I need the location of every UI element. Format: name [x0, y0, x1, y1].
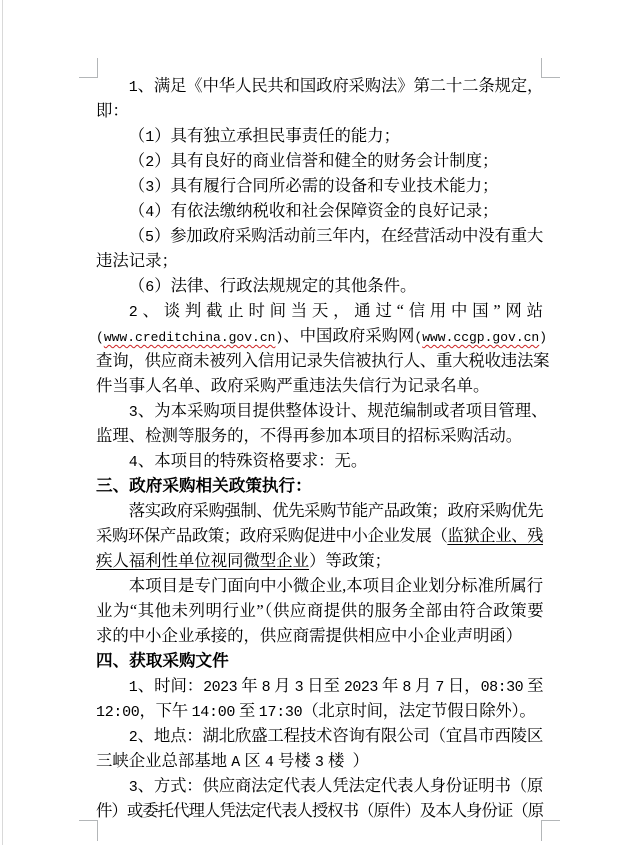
text-segment: 08:30 [480, 679, 524, 696]
text-segment: 查询，供应商未被列入信用记录失信被执行人、重大税收违法案 [96, 351, 550, 370]
text-segment: ）等政策； [309, 551, 392, 570]
text-segment: 三峡企业总部基地 [96, 751, 232, 770]
text-segment: 号楼 [273, 751, 315, 770]
text-segment: 采购环保产品政策；政府采购促进中小企业发展（ [96, 526, 448, 545]
text-segment: 3 [128, 779, 138, 796]
text-line [96, 523, 543, 548]
text-line [96, 698, 543, 723]
text-segment: （ [128, 201, 146, 220]
text-segment: ) [275, 330, 284, 345]
text-segment: （ [128, 226, 146, 245]
text-segment: 3 [128, 404, 138, 421]
text-segment: ( [414, 330, 423, 345]
text-segment: 5 [145, 229, 154, 246]
text-line [96, 148, 543, 173]
text-segment: 1 [128, 679, 138, 696]
margin-mark-bottom-left [79, 820, 98, 841]
text-line [96, 198, 543, 223]
text-segment: 3 [294, 679, 304, 696]
text-segment: 四、获取采购文件 [96, 651, 229, 670]
text-line [96, 573, 543, 598]
margin-mark-bottom-right [541, 820, 560, 841]
section-heading-4 [96, 648, 543, 673]
text-segment: 月 [270, 676, 295, 695]
text-segment: （北京时间，法定节假日除外）。 [302, 701, 536, 720]
text-segment: 2 [128, 729, 138, 746]
text-segment: 2023 [343, 679, 378, 696]
text-line [96, 98, 543, 123]
text-segment: 三、政府采购相关政策执行： [96, 476, 312, 495]
text-segment: 、本项目的特殊资格要求：无。 [137, 451, 368, 470]
text-segment: ）具有独立承担民事责任的能力； [154, 126, 401, 145]
text-segment: 日至 [303, 676, 344, 695]
text-segment: 4 [145, 204, 155, 221]
text-segment: 、为本采购项目提供整体设计、规范编制或者项目管理、 [137, 401, 548, 420]
text-segment: ）具有良好的商业信誉和健全的财务会计制度； [154, 151, 499, 170]
text-segment: ）具有履行合同所必需的设备和专业技术能力； [154, 176, 499, 195]
text-segment: 违法记录； [96, 251, 178, 270]
text-line [96, 448, 543, 473]
text-segment: 、地点：湖北欣盛工程技术咨询有限公司（宜昌市西陵区 [137, 726, 543, 745]
url-text: www.creditchina.gov.cn [103, 330, 276, 345]
text-line [96, 273, 543, 298]
text-line [96, 223, 543, 248]
text-segment: 3 [145, 179, 155, 196]
url-text: www.ccgp.gov.cn [422, 330, 540, 345]
text-line [96, 123, 543, 148]
text-segment: 2023 [203, 679, 238, 696]
text-line [96, 173, 543, 198]
text-line [96, 798, 543, 823]
text-segment: 本项目是专门面向中小微企业,本项目企业划分标准所属行 [128, 576, 543, 595]
section-heading-3 [96, 473, 543, 498]
text-line [96, 423, 543, 448]
text-segment: ）有依法缴纳税收和社会保障资金的良好记录； [154, 201, 499, 220]
document-text [96, 73, 550, 823]
text-segment: 、谈判截止时间当天，通过“信用中国”网站 [137, 301, 543, 320]
text-segment: 疾人福利性单位视同微型企业 [96, 551, 310, 570]
text-segment: ( [96, 330, 104, 345]
text-segment: 14:00 [191, 704, 236, 721]
text-line [96, 773, 543, 798]
text-line [96, 748, 543, 773]
text-segment: 3 [314, 754, 324, 771]
text-segment: 求的中小企业承接的，供应商需提供相应中小企业声明函） [96, 626, 523, 645]
text-segment: 4 [128, 454, 138, 471]
text-segment: 即： [96, 101, 129, 120]
text-segment: 至 [235, 701, 259, 720]
text-line [96, 498, 543, 523]
text-segment: ）法律、行政法规规定的其他条件。 [154, 276, 417, 295]
text-segment: 、中国政府采购网 [283, 326, 415, 345]
text-segment: 至 [523, 676, 544, 695]
text-line [96, 598, 543, 623]
text-line [96, 373, 543, 398]
text-segment: 监理、检测等服务的，不得再参加本项目的招标采购活动。 [96, 426, 523, 445]
text-segment: 件当事人名单、政府采购严重违法失信行为记录名单。 [96, 376, 490, 395]
text-line [96, 348, 550, 373]
page-edge-line [2, 0, 3, 845]
text-line [96, 723, 543, 748]
text-line [96, 398, 548, 423]
text-segment: 17:30 [258, 704, 303, 721]
text-segment: ) [539, 330, 548, 345]
text-line [96, 323, 548, 348]
text-segment: 月 [410, 676, 436, 695]
text-segment: 日， [443, 676, 481, 695]
text-segment: （ [128, 276, 146, 295]
text-segment: 12:00 [96, 704, 140, 721]
text-segment: 区 [240, 751, 265, 770]
text-segment: 7 [435, 679, 444, 696]
text-segment: （ [128, 151, 146, 170]
text-line [96, 673, 543, 698]
text-line [96, 298, 543, 323]
text-segment: 落实政府采购强制、优先采购节能产品政策；政府采购优先 [128, 501, 543, 520]
text-segment: ，下午 [139, 701, 192, 720]
text-segment: 4 [264, 754, 274, 771]
text-segment: 1 [145, 129, 155, 146]
text-line [96, 548, 543, 573]
text-segment: 8 [261, 679, 271, 696]
text-segment: 、方式：供应商法定代表人凭法定代表人身份证明书（原 [137, 776, 543, 795]
text-segment: 年 [377, 676, 403, 695]
text-segment: 年 [237, 676, 262, 695]
text-segment: A [231, 754, 241, 771]
text-segment: 、满足《中华人民共和国政府采购法》第二十二条规定， [137, 76, 543, 95]
text-segment: 业为“其他未列明行业”（供应商提供的服务全部由符合政策要 [96, 601, 543, 620]
text-segment: 件）或委托代理人凭法定代表人授权书（原件）及本人身份证（原 [96, 801, 543, 820]
text-line [96, 623, 543, 648]
text-segment: 6 [145, 279, 155, 296]
text-line [96, 248, 543, 273]
text-segment: 1 [128, 79, 138, 96]
text-segment: ）参加政府采购活动前三年内，在经营活动中没有重大 [153, 226, 543, 245]
text-segment: 8 [402, 679, 411, 696]
text-line [96, 73, 543, 98]
text-segment: 楼 ） [323, 751, 369, 770]
text-segment: （ [128, 176, 146, 195]
text-segment: （ [128, 126, 146, 145]
text-segment: 2 [128, 304, 138, 321]
text-segment: 2 [145, 154, 155, 171]
text-segment: 监狱企业、残 [447, 526, 543, 545]
margin-mark-top-right [541, 58, 560, 78]
text-segment: 、时间： [137, 676, 204, 695]
